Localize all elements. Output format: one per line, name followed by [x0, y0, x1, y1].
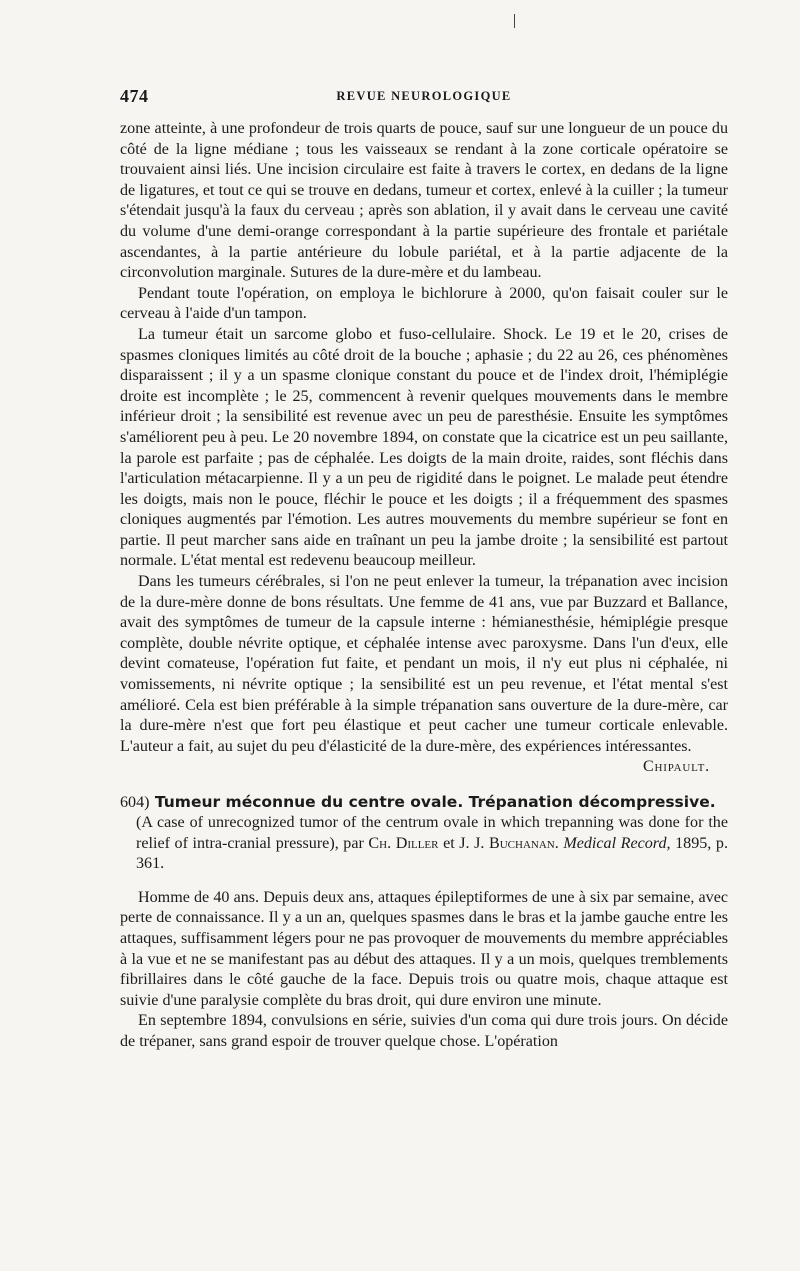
- page-header: [120, 86, 728, 106]
- author-name: Ch. Diller: [368, 834, 439, 852]
- paragraph: En septembre 1894, convulsions en série, suivies d'un coma qui dure trois jours. On décide de trépaner, sans grand espoir de trouver quelque chose. L'opération: [120, 1012, 728, 1050]
- paragraph: Dans les tumeurs cérébrales, si l'on ne peut enlever la tumeur, la trépanation avec incision de la dure-mère donne de bons résultats. Une femme de 41 ans, vue par Buzzard et Ballance, avait des symptômes de tumeur de la capsule interne : hémianesthésie, hémiplégie presque complète, double névrite optique, et céphalée intense avec paroxysme. Dans l'un d'eux, elle devint comateuse, l'opération fut faite, et pendant un mois, il n'y eut plus ni céphalée, ni vomissements, ni névrite optique ; la sensibilité est un peu revenue, et l'état mental s'est amélioré. Cela est bien préférable à la simple trépanation sans ouverture de la dure-mère, car la dure-mère n'est que fort peu élastique et peut cacher une tumeur corticale enlevable. L'auteur a fait, au sujet du peu d'élasticité de la dure-mère, des expériences intéressantes.: [120, 573, 728, 755]
- running-title: REVUE NEUROLOGIQUE: [336, 89, 512, 103]
- paragraph: Homme de 40 ans. Depuis deux ans, attaques épileptiformes de une à six par semaine, avec perte de connaissance. Il y a un an, quelques spasmes dans le bras et la jambe gauche entre les attaques, suffisamment légers pour ne pas provoquer de mouvements du membre appréciables à la vue et ne se manifestant pas au début des attaques. Il y a un mois, quelques tremblements fibrillaires dans le côté gauche de la face. Depuis trois ou quatre mois, chaque attaque est suivie d'une paralysie complète du bras droit, qui dure environ une minute.: [120, 888, 728, 1009]
- paragraph-continuation: zone atteinte, à une profondeur de trois quarts de pouce, sauf sur une longueur de un pouce du côté de la ligne médiane ; tous les vaisseaux se rendant à la zone corticale opératoire se trouvaient ainsi liés. Une incision circulaire est faite à travers le cortex, en dedans de la ligne de ligatures, et tout ce qui se trouve en dedans, tumeur et cortex, enlevé à la cuiller ; la tumeur s'étendait jusqu'à la faux du cerveau ; après son ablation, il y avait dans le cerveau une cavité du volume d'une demi-orange correspondant à la partie supérieure des frontale et pariétale ascendantes, à la partie antérieure du lobule pariétal, et à la partie adjacente de la circonvolution marginale. Sutures de la dure-mère et du lambeau.: [120, 120, 728, 282]
- author-name: J. J. Buchanan.: [459, 834, 559, 852]
- abstract-entry: [120, 792, 728, 875]
- conjunction: et: [443, 834, 455, 852]
- page-number: 474: [120, 86, 149, 106]
- page-body: [120, 119, 728, 1053]
- journal-name: Medical Record,: [563, 834, 671, 852]
- abstract-heading: [120, 792, 728, 813]
- paragraph: La tumeur était un sarcome globo et fuso-cellulaire. Shock. Le 19 et le 20, crises de spasmes cloniques limités au côté droit de la bouche ; aphasie ; du 22 au 26, ces phénomènes disparaissent ; il y a un spasme clonique constant du pouce et de l'index droit, l'hémiplégie droite est incomplète ; le 25, commencent à revenir quelques mouvements dans le membre inférieur droit ; la sensibilité est revenue avec un peu de paresthésie. Ensuite les symptômes s'améliorent peu à peu. Le 20 novembre 1894, on constate que la cicatrice est un peu saillante, la parole est parfaite ; pas de céphalée. Les doigts de la main droite, raides, sont fléchis dans l'articulation métacarpienne. Il y a un peu de rigidité dans le poignet. Le malade peut étendre les doigts, mais non le pouce, fléchir le pouce et les doigts ; il a fréquemment des spasmes cloniques augmentés par l'émotion. Les autres mouvements du membre supérieur se font en partie. Il peut marcher sans aide en traînant un peu la jambe droite ; la sensibilité est partout normale. L'état mental est redevenu beaucoup meilleur.: [120, 325, 728, 570]
- signature: Chipault.: [643, 758, 710, 776]
- abstract-title: Tumeur méconnue du centre ovale. Trépanation décompressive.: [154, 793, 716, 811]
- paragraph: Pendant toute l'opération, on employa le bichlorure à 2000, qu'on faisait couler sur le cerveau à l'aide d'un tampon.: [120, 284, 728, 323]
- margin-mark: [514, 14, 515, 28]
- abstract-reference: [120, 813, 728, 875]
- signature-line: [120, 757, 728, 778]
- abstract-number: 604): [120, 794, 150, 811]
- citation: 1895, p. 361.: [136, 834, 728, 873]
- reference-text: (A case of unrecognized tumor of the centrum ovale in which trepanning was done for the relief of intra-cranial pressure), par: [136, 814, 728, 852]
